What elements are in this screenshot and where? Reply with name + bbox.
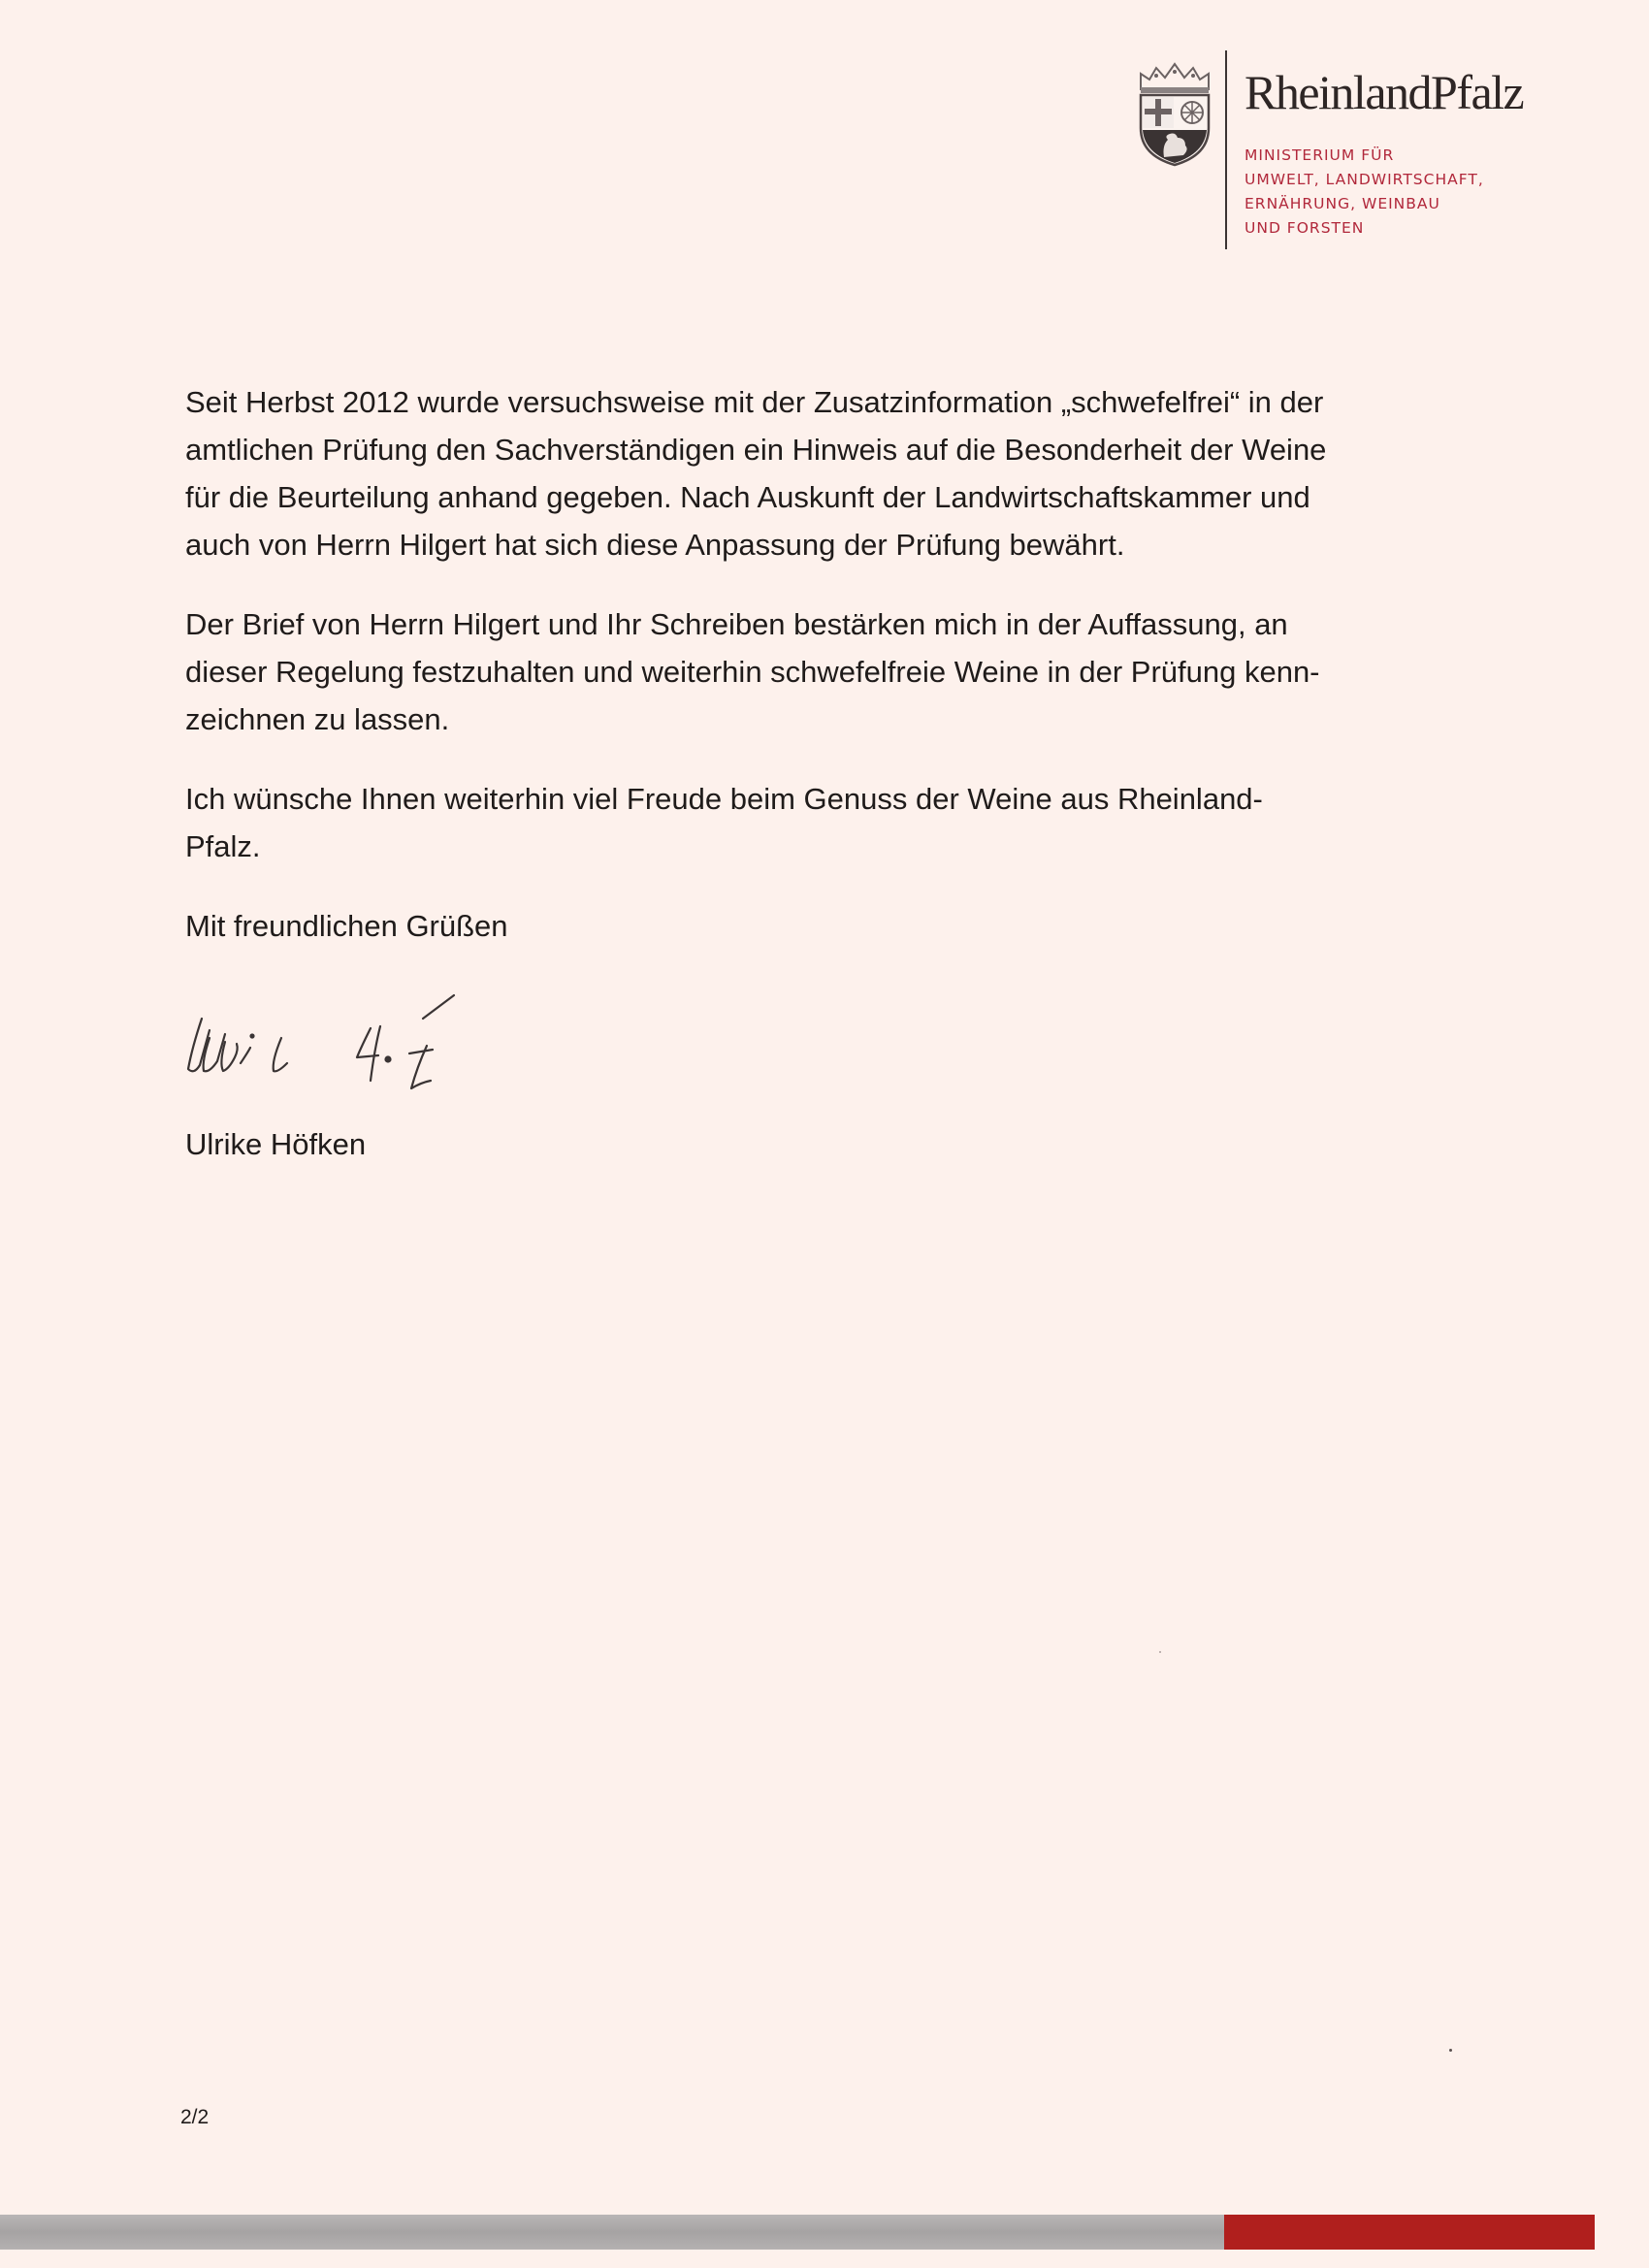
- text-line: Pfalz.: [185, 829, 261, 863]
- handwritten-signature: [180, 980, 491, 1096]
- letterhead: [1135, 50, 1542, 254]
- ministry-line: MINISTERIUM FÜR: [1245, 146, 1395, 164]
- ministry-name: [1245, 144, 1484, 241]
- letter-body: [185, 378, 1485, 982]
- text-line: Ich wünsche Ihnen weiterhin viel Freude beim Genuss der Weine aus Rheinland-: [185, 782, 1263, 816]
- letterhead-divider: [1225, 50, 1227, 249]
- page-number: 2/2: [180, 2106, 210, 2128]
- ministry-line: UND FORSTEN: [1245, 219, 1365, 237]
- paragraph: [185, 600, 1485, 743]
- text-line: für die Beurteilung anhand gegeben. Nach Auskunft der Landwirtschaftskammer und: [185, 480, 1310, 514]
- ministry-line: ERNÄHRUNG, WEINBAU: [1245, 195, 1440, 212]
- scan-speck: [1449, 2049, 1452, 2052]
- text-line: dieser Regelung festzuhalten und weiterhin schwefelfreie Weine in der Prüfung kenn-: [185, 655, 1320, 689]
- text-line: auch von Herrn Hilgert hat sich diese Anpassung der Prüfung bewährt.: [185, 528, 1125, 562]
- footer-bar-red: [1224, 2215, 1595, 2250]
- closing: [185, 902, 1485, 950]
- text-line: amtlichen Prüfung den Sachverständigen ein Hinweis auf die Besonderheit der Weine: [185, 433, 1327, 467]
- text-line: Der Brief von Herrn Hilgert und Ihr Schreiben bestärken mich in der Auffassung, an: [185, 607, 1288, 641]
- footer-bar-grey: [0, 2215, 1224, 2250]
- coat-of-arms-icon: [1135, 60, 1214, 167]
- signer-name: Ulrike Höfken: [185, 1127, 367, 1161]
- ministry-line: UMWELT, LANDWIRTSCHAFT,: [1245, 171, 1484, 188]
- paragraph: [185, 378, 1485, 568]
- paragraph: [185, 775, 1485, 870]
- brand-wordmark: RheinlandPfalz: [1245, 65, 1524, 119]
- closing-line: Mit freundlichen Grüßen: [185, 909, 508, 943]
- text-line: zeichnen zu lassen.: [185, 702, 450, 736]
- text-line: Seit Herbst 2012 wurde versuchsweise mit der Zusatzinformation „schwefelfrei“ in der: [185, 385, 1324, 419]
- scan-speck: [1159, 1651, 1161, 1653]
